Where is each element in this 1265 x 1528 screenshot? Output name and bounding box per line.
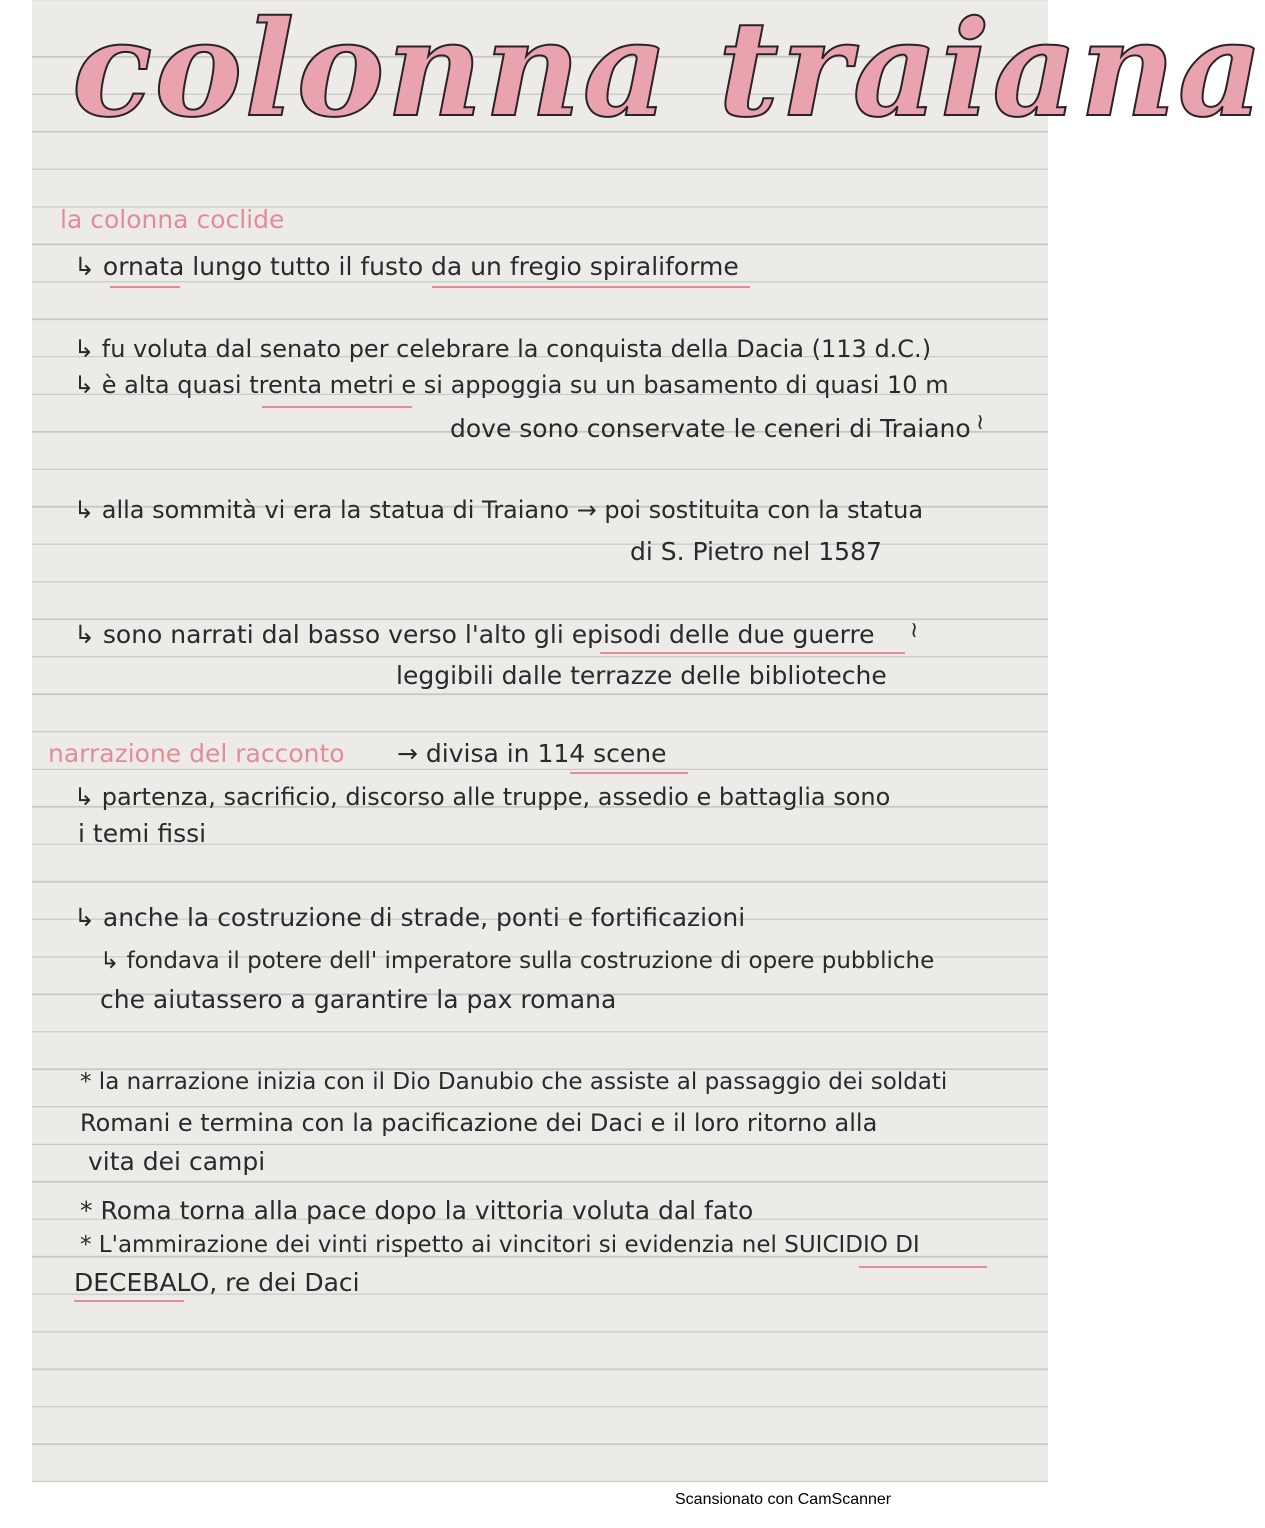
note-line: ↳ alla sommità vi era la statua di Traiano → poi sostituita con la statua <box>74 496 924 524</box>
note-line: * Roma torna alla pace dopo la vittoria voluta dal fato <box>80 1196 754 1225</box>
highlight-underline <box>600 652 905 654</box>
highlight-underline <box>859 1266 987 1268</box>
highlight-underline <box>74 1300 184 1302</box>
note-line: Romani e termina con la pacificazione dei Daci e il loro ritorno alla <box>80 1109 878 1137</box>
highlight-underline <box>432 286 750 288</box>
note-line: * L'ammirazione dei vinti rispetto ai vincitori si evidenzia nel SUICIDIO DI <box>80 1232 920 1258</box>
section-heading-suffix: → divisa in 114 scene <box>397 739 667 768</box>
note-line: vita dei campi <box>88 1147 266 1176</box>
section-heading-narrazione: narrazione del racconto <box>48 739 345 768</box>
note-line: i temi fissi <box>78 819 207 848</box>
note-line: ↳ partenza, sacrificio, discorso alle truppe, assedio e battaglia sono <box>74 783 891 811</box>
section-heading-colonna-coclide: la colonna coclide <box>60 205 285 234</box>
note-line: ↳ anche la costruzione di strade, ponti e fortificazioni <box>74 903 746 932</box>
note-line: dove sono conservate le ceneri di Traiano <box>450 414 971 443</box>
note-line: ↳ ornata lungo tutto il fusto da un fregio spiraliforme <box>74 252 739 281</box>
note-line: ↳ è alta quasi trenta metri e si appoggia su un basamento di quasi 10 m <box>74 371 949 399</box>
note-line: * la narrazione inizia con il Dio Danubio che assiste al passaggio dei soldati <box>80 1069 948 1095</box>
note-line: ↳ fu voluta dal senato per celebrare la conquista della Dacia (113 d.C.) <box>74 335 932 363</box>
page-title: colonna traiana <box>72 0 1265 147</box>
note-line: che aiutassero a garantire la pax romana <box>100 985 617 1014</box>
note-line: ↳ fondava il potere dell' imperatore sulla costruzione di opere pubbliche <box>100 948 935 974</box>
note-line: leggibili dalle terrazze delle biblioteche <box>396 661 887 690</box>
wavy-arrow-icon: ≀ <box>910 618 919 643</box>
highlight-underline <box>570 772 688 774</box>
note-line: DECEBALO, re dei Daci <box>74 1268 360 1297</box>
scanner-watermark: Scansionato con CamScanner <box>675 1491 892 1508</box>
wavy-arrow-icon: ≀ <box>976 410 985 435</box>
note-line: ↳ sono narrati dal basso verso l'alto gli episodi delle due guerre <box>74 620 875 649</box>
highlight-underline <box>110 286 180 288</box>
highlight-underline <box>262 406 412 408</box>
note-line: di S. Pietro nel 1587 <box>630 537 882 566</box>
notebook-page <box>32 0 1265 1482</box>
